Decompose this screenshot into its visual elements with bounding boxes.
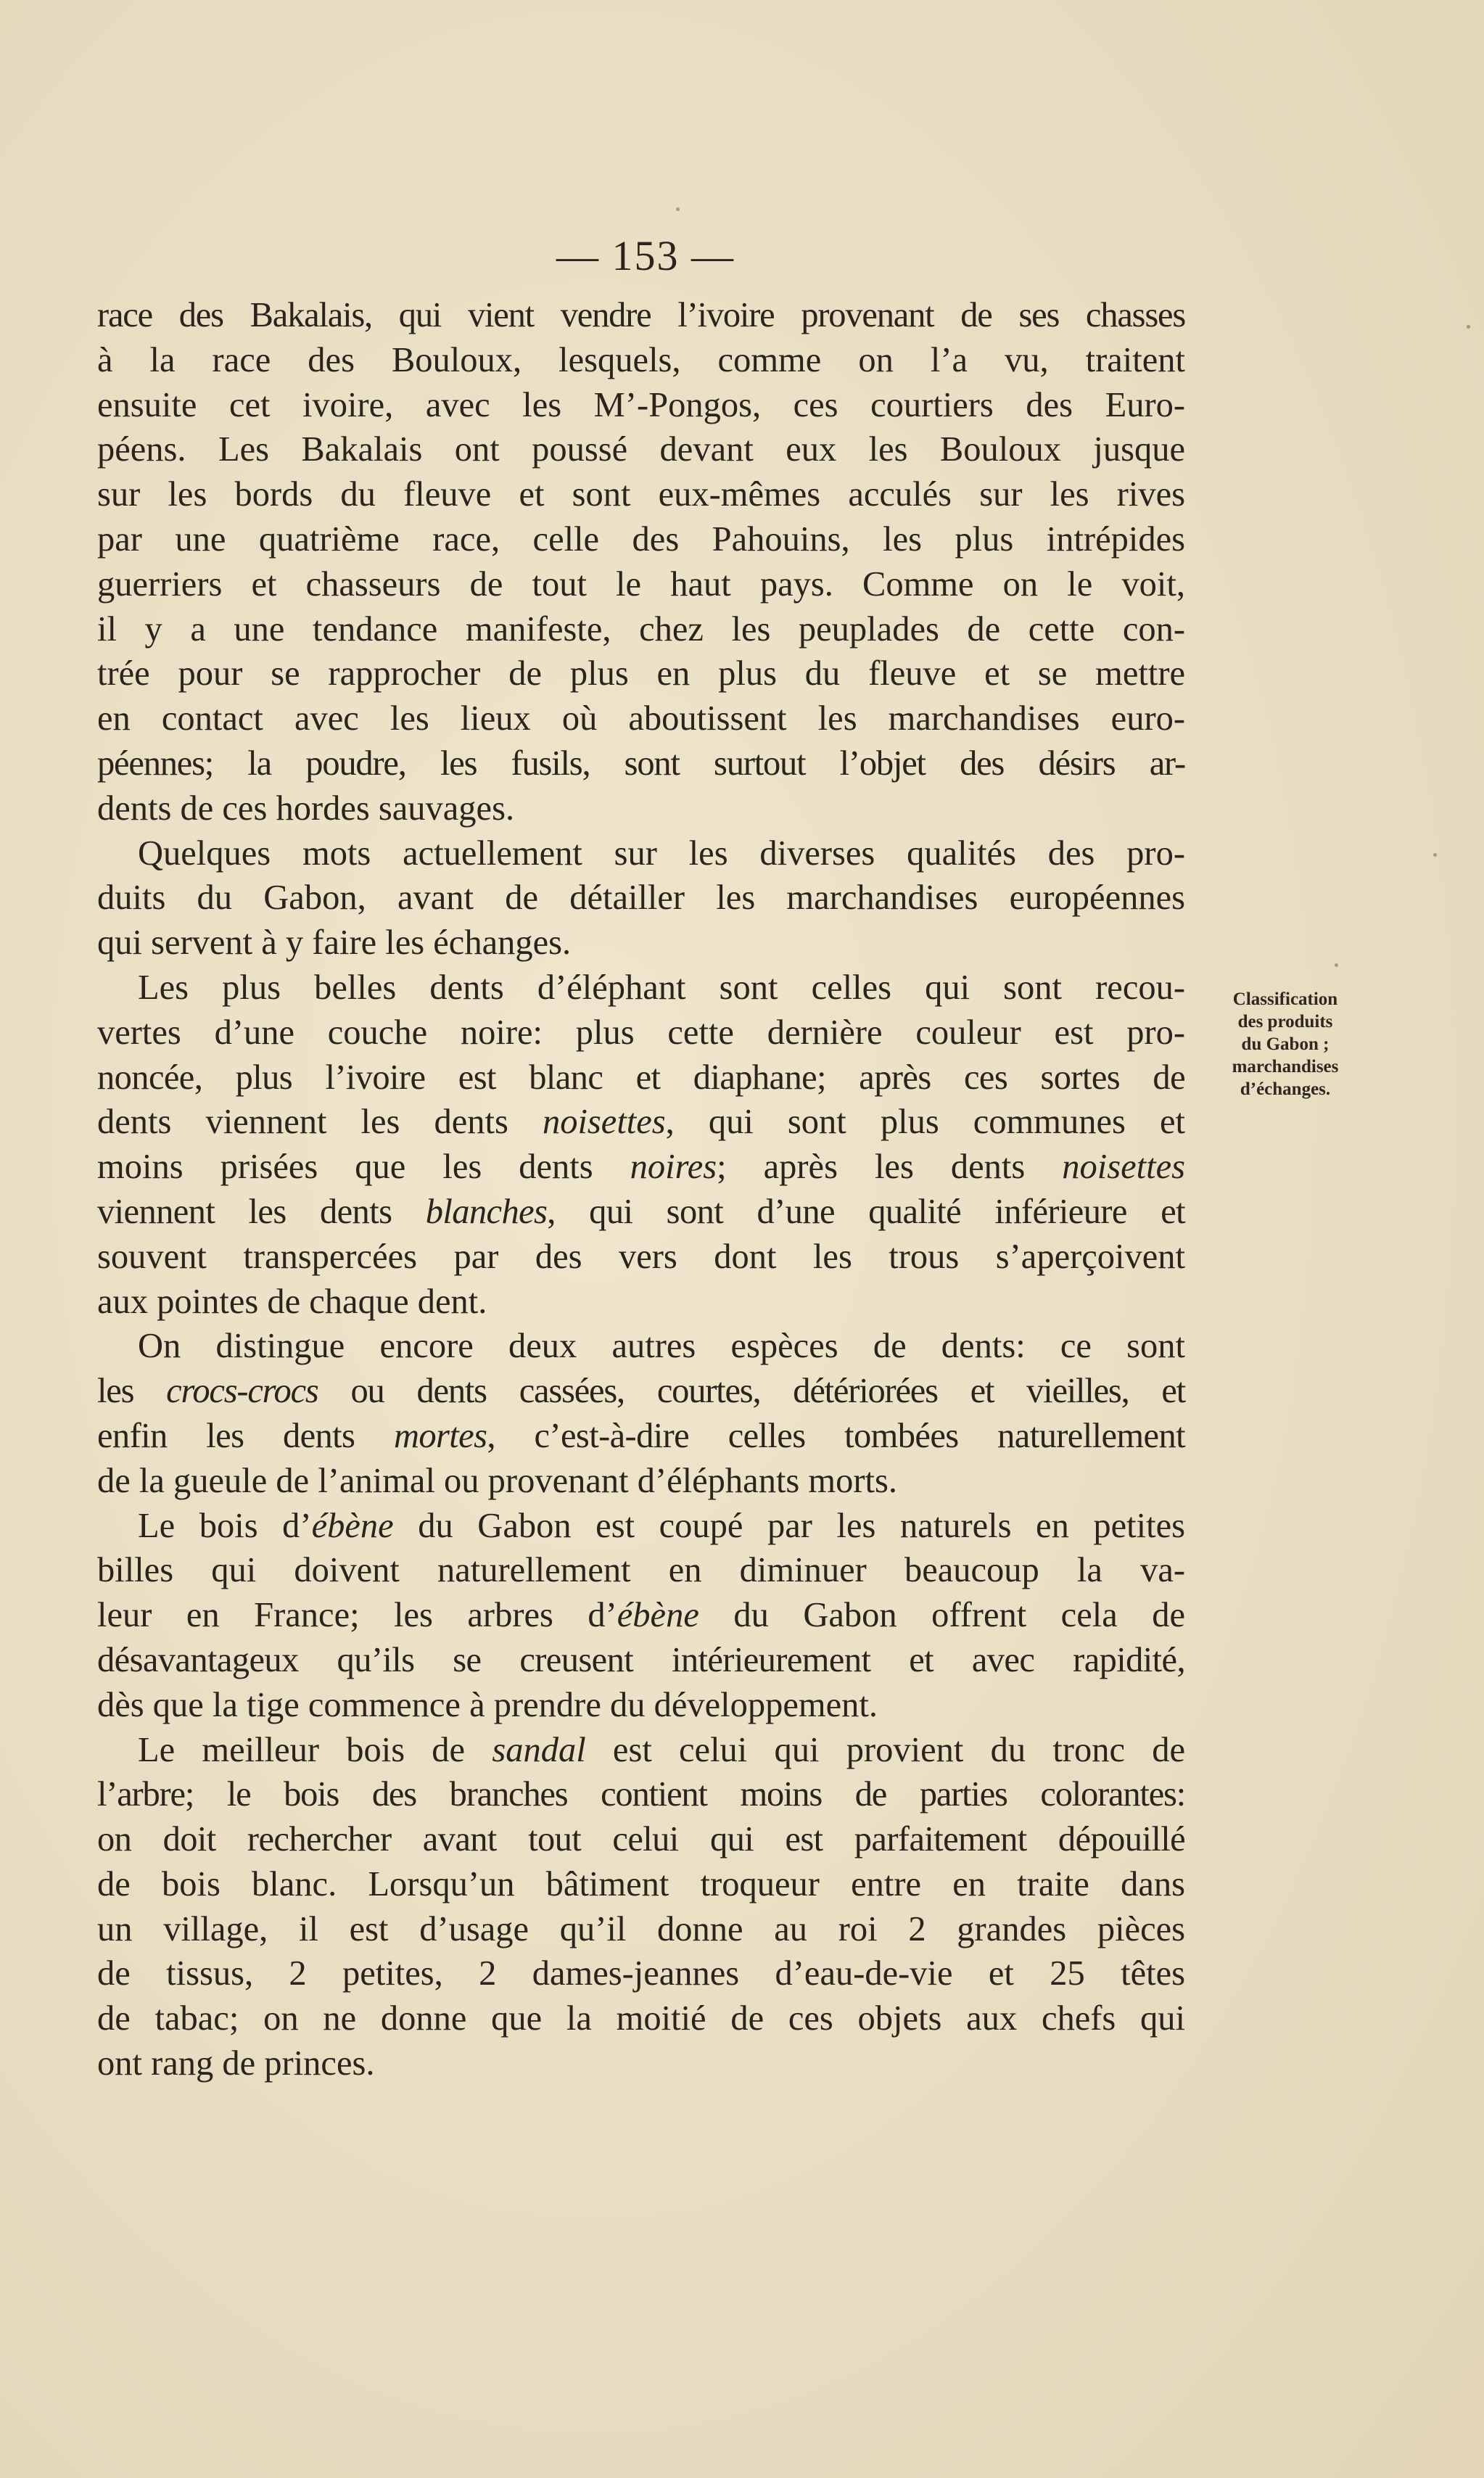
text-line: dès que la tige commence à prendre du développement. bbox=[97, 1685, 878, 1724]
text-line: noncée, plus l’ivoire est blanc et diaphane; après ces sortes de bbox=[97, 1058, 1185, 1097]
text-line: vertes d’une couche noire: plus cette dernière couleur est pro- bbox=[97, 1013, 1185, 1052]
text-line: duits du Gabon, avant de détailler les marchandises européennes bbox=[97, 878, 1185, 918]
text-line: péennes; la poudre, les fusils, sont surtout l’objet des désirs ar- bbox=[97, 744, 1185, 783]
page-number: — 153 — bbox=[556, 232, 735, 279]
text-line: Quelques mots actuellement sur les diverses qualités des pro- bbox=[138, 833, 1185, 873]
paragraph bbox=[97, 293, 1185, 831]
text-line: Le meilleur bois de sandal est celui qui provient du tronc de bbox=[138, 1730, 1185, 1769]
text-line: désavantageux qu’ils se creusent intérieurement et avec rapidité, bbox=[97, 1640, 1185, 1679]
text-line: de tabac; on ne donne que la moitié de ces objets aux chefs qui bbox=[97, 1999, 1185, 2038]
paper-speck bbox=[676, 207, 680, 211]
text-line: On distingue encore deux autres espèces de dents: ce sont bbox=[138, 1327, 1185, 1366]
text-line: aux pointes de chaque dent. bbox=[97, 1282, 487, 1321]
text-line: à la race des Bouloux, lesquels, comme on l’a vu, traitent bbox=[97, 340, 1185, 379]
text-line: leur en France; les arbres d’ébène du Gabon offrent cela de bbox=[97, 1596, 1185, 1635]
text-line: on doit rechercher avant tout celui qui est parfaitement dépouillé bbox=[97, 1820, 1185, 1859]
text-line: ont rang de princes. bbox=[97, 2044, 375, 2083]
text-line: enfin les dents mortes, c’est-à-dire celles tombées naturellement bbox=[97, 1416, 1185, 1455]
text-line: il y a une tendance manifeste, chez les peuplades de cette con- bbox=[97, 609, 1185, 649]
text-line: race des Bakalais, qui vient vendre l’ivoire provenant de ses chasses bbox=[97, 296, 1185, 334]
text-line: qui servent à y faire les échanges. bbox=[97, 923, 572, 963]
text-line: Les plus belles dents d’éléphant sont celles qui sont recou- bbox=[138, 968, 1185, 1007]
text-line: en contact avec les lieux où aboutissent les marchandises euro- bbox=[97, 699, 1185, 738]
margin-note-line: des produits bbox=[1237, 1012, 1333, 1032]
text-line: péens. Les Bakalais ont poussé devant eux les Bouloux jusque bbox=[97, 430, 1185, 469]
paragraph bbox=[97, 966, 1185, 1324]
text-line: de la gueule de l’animal ou provenant d’éléphants morts. bbox=[97, 1461, 898, 1500]
margin-note-line: du Gabon ; bbox=[1241, 1034, 1330, 1054]
text-line: un village, il est d’usage qu’il donne au roi 2 grandes pièces bbox=[97, 1909, 1185, 1948]
text-line: l’arbre; le bois des branches contient moins de parties colorantes: bbox=[97, 1775, 1185, 1814]
text-line: viennent les dents blanches, qui sont d’une qualité inférieure et bbox=[97, 1192, 1185, 1231]
text-line: de tissus, 2 petites, 2 dames-jeannes d’eau-de-vie et 25 têtes bbox=[97, 1954, 1185, 1993]
paragraph bbox=[97, 1324, 1185, 1503]
paragraph bbox=[97, 1728, 1185, 2086]
margin-note-line: Classification bbox=[1232, 989, 1338, 1009]
text-line: billes qui doivent naturellement en diminuer beaucoup la va- bbox=[97, 1551, 1185, 1590]
paper-speck bbox=[1335, 963, 1338, 967]
paper-speck bbox=[1433, 853, 1437, 857]
margin-note-line: d’échanges. bbox=[1240, 1079, 1331, 1099]
text-line: moins prisées que les dents noires; après les dents noisettes bbox=[97, 1148, 1185, 1187]
text-line: trée pour se rapprocher de plus en plus du fleuve et se mettre bbox=[97, 654, 1185, 693]
text-line: ensuite cet ivoire, avec les M’-Pongos, ces courtiers des Euro- bbox=[97, 385, 1185, 424]
margin-note bbox=[1198, 988, 1372, 1100]
body-text bbox=[97, 293, 1185, 2086]
text-line: dents viennent les dents noisettes, qui sont plus communes et bbox=[97, 1103, 1185, 1142]
paragraph bbox=[97, 831, 1185, 966]
paper-speck bbox=[1467, 325, 1470, 329]
text-line: souvent transpercées par des vers dont les trous s’aperçoivent bbox=[97, 1237, 1185, 1276]
text-line: dents de ces hordes sauvages. bbox=[97, 789, 515, 828]
paragraph bbox=[97, 1504, 1185, 1728]
text-line: sur les bords du fleuve et sont eux-mêmes acculés sur les rives bbox=[97, 475, 1185, 514]
text-line: par une quatrième race, celle des Pahouins, les plus intrépides bbox=[97, 519, 1185, 559]
text-line: guerriers et chasseurs de tout le haut pays. Comme on le voit, bbox=[97, 564, 1185, 604]
text-line: les crocs-crocs ou dents cassées, courtes, détériorées et vieilles, et bbox=[97, 1372, 1185, 1411]
margin-note-line: marchandises bbox=[1232, 1057, 1339, 1077]
text-line: de bois blanc. Lorsqu’un bâtiment troqueur entre en traite dans bbox=[97, 1864, 1185, 1903]
text-line: Le bois d’ébène du Gabon est coupé par les naturels en petites bbox=[138, 1506, 1185, 1545]
